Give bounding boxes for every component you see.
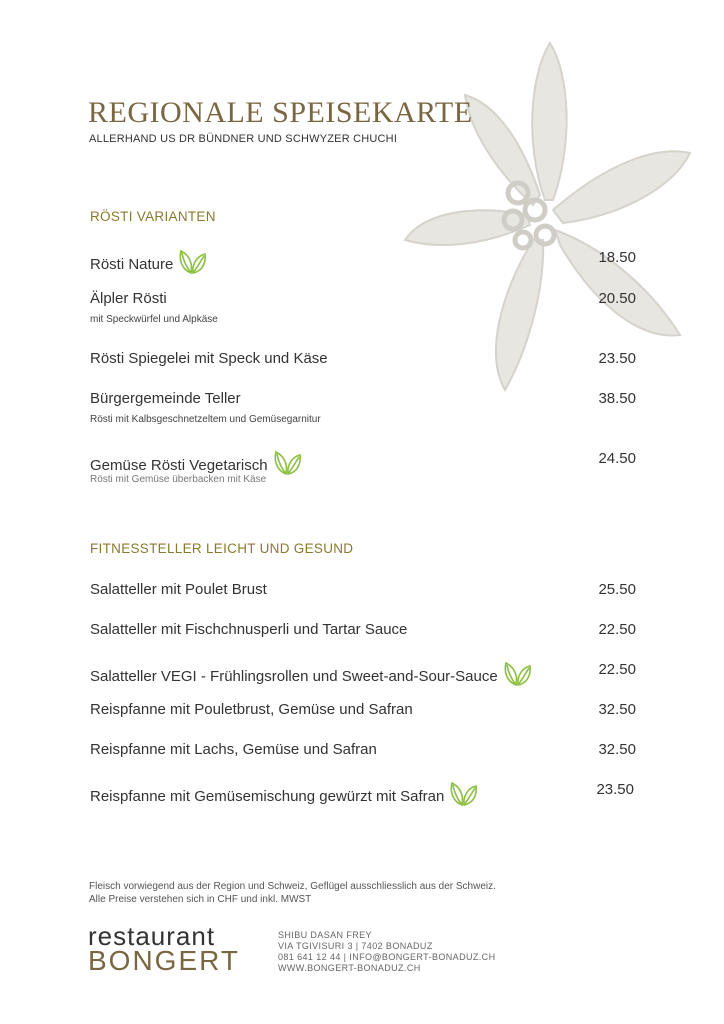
address-line: WWW.BONGERT-BONADUZ.CH [278, 963, 421, 973]
menu-item [90, 390, 636, 430]
item-price: 22.50 [598, 661, 636, 678]
item-name: Reispfanne mit Gemüsemischung gewürzt mit Safran [90, 788, 445, 805]
section-heading-fitness: FITNESSTELLER LEICHT UND GESUND [90, 541, 354, 556]
item-price: 18.50 [598, 249, 636, 266]
menu-item [90, 621, 636, 661]
item-name: Rösti Spiegelei mit Speck und Käse [90, 350, 328, 367]
item-name: Salatteller mit Fischchnusperli und Tartar Sauce [90, 621, 408, 638]
item-name-wrap [90, 450, 302, 476]
item-name: Älpler Rösti [90, 290, 167, 307]
item-price: 22.50 [598, 621, 636, 638]
leaf-icon [272, 450, 302, 476]
item-name: Salatteller VEGI - Frühlingsrollen und Sweet-and-Sour-Sauce [90, 668, 498, 685]
item-name-wrap [90, 249, 207, 275]
menu-item [90, 249, 636, 289]
footnote-line: Fleisch vorwiegend aus der Region und Schweiz, Geflügel ausschliesslich aus der Schweiz. [89, 881, 496, 892]
item-price: 24.50 [598, 450, 636, 467]
leaf-icon [177, 249, 207, 275]
menu-item [90, 290, 636, 330]
address-line: SHIBU DASAN FREY [278, 930, 372, 940]
item-price: 25.50 [598, 581, 636, 598]
menu-subtitle: ALLERHAND US DR BÜNDNER UND SCHWYZER CHUCHI [89, 133, 398, 145]
item-name: Reispfanne mit Lachs, Gemüse und Safran [90, 741, 377, 758]
item-description: mit Speckwürfel und Alpkäse [90, 314, 218, 325]
address-block [278, 930, 495, 974]
item-name: Bürgergemeinde Teller [90, 390, 241, 407]
item-name-wrap [90, 661, 532, 687]
menu-item [90, 701, 636, 741]
edelweiss-watermark [395, 35, 695, 395]
logo-restaurant: restaurant [88, 921, 216, 951]
item-description: Rösti mit Kalbsgeschnetzeltem und Gemüsegarnitur [90, 414, 321, 425]
item-price: 20.50 [598, 290, 636, 307]
item-price: 32.50 [598, 701, 636, 718]
address-line: 081 641 12 44 | INFO@BONGERT-BONADUZ.CH [278, 952, 496, 962]
leaf-icon [448, 781, 478, 807]
item-price: 23.50 [596, 781, 634, 798]
footnote-line: Alle Preise verstehen sich in CHF und inkl. MWST [89, 894, 312, 905]
menu-item [90, 661, 636, 701]
item-price: 38.50 [598, 390, 636, 407]
footnote [89, 880, 496, 906]
item-name: Gemüse Rösti Vegetarisch [90, 457, 268, 474]
item-name: Reispfanne mit Pouletbrust, Gemüse und Safran [90, 701, 413, 718]
menu-item [90, 581, 636, 621]
item-name: Salatteller mit Poulet Brust [90, 581, 267, 598]
section-heading-roesti: RÖSTI VARIANTEN [90, 209, 216, 224]
item-description: Rösti mit Gemüse überbacken mit Käse [90, 474, 267, 485]
item-price: 32.50 [598, 741, 636, 758]
menu-title: REGIONALE SPEISEKARTE [88, 96, 473, 129]
address-line: VIA TGIVISURI 3 | 7402 BONADUZ [278, 941, 433, 951]
leaf-icon [502, 661, 532, 687]
menu-item [90, 450, 636, 490]
item-name-wrap [90, 781, 478, 807]
item-price: 23.50 [598, 350, 636, 367]
menu-item [90, 781, 636, 821]
item-name: Rösti Nature [90, 256, 174, 273]
menu-item [90, 741, 636, 781]
menu-item [90, 350, 636, 390]
logo-bongert: BONGERT [88, 945, 240, 976]
